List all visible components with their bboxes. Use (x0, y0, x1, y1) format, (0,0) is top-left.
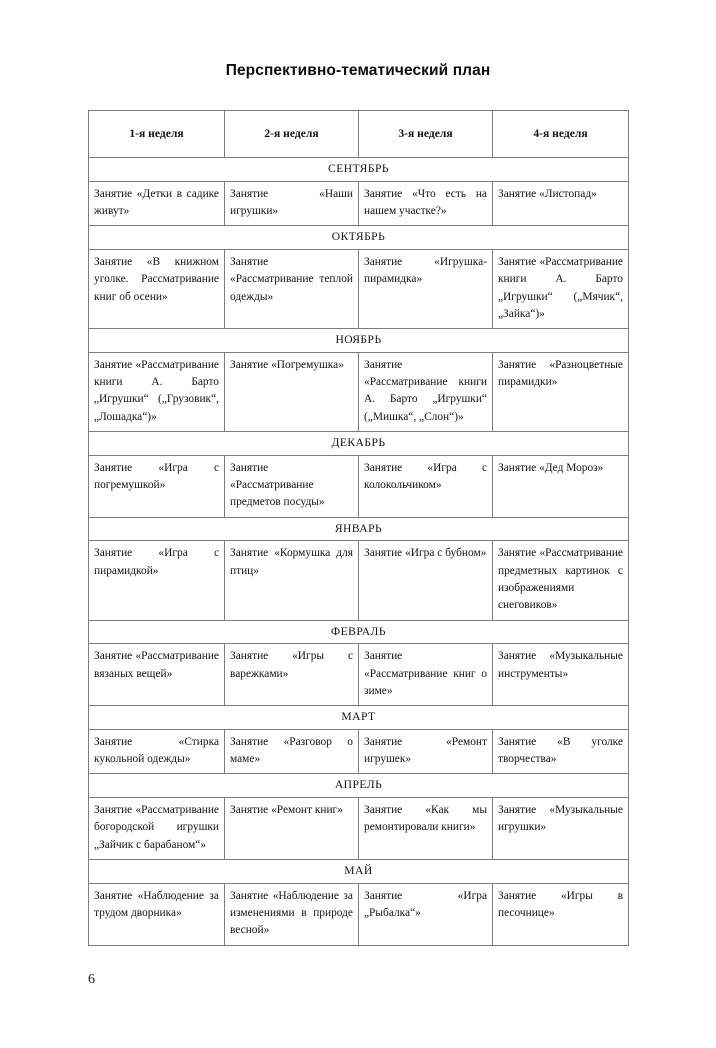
activity-cell (89, 455, 225, 517)
activity-cell (225, 181, 359, 226)
activity-cell (359, 644, 493, 706)
activity-cell (359, 883, 493, 945)
table-row (89, 644, 629, 706)
month-label: ЯНВАРЬ (89, 517, 629, 541)
table-row (89, 883, 629, 945)
activity-cell (225, 541, 359, 620)
table-row (89, 729, 629, 774)
column-header-week-2: 2-я неделя (225, 111, 359, 158)
activity-text: Занятие «Наши игрушки» (230, 187, 353, 217)
activity-cell (493, 352, 629, 431)
activity-cell (359, 249, 493, 328)
activity-cell (493, 541, 629, 620)
month-label: ФЕВРАЛЬ (89, 620, 629, 644)
activity-text: Занятие «Ремонт книг» (230, 804, 343, 817)
activity-text: Занятие «Игра с бубном» (364, 547, 487, 560)
activity-cell (493, 883, 629, 945)
activity-text: Занятие «Игра с пирамидкой» (94, 547, 219, 577)
activity-cell (89, 352, 225, 431)
month-label: ДЕКАБРЬ (89, 432, 629, 456)
activity-cell (225, 644, 359, 706)
month-label: МАРТ (89, 706, 629, 730)
column-header-week-3: 3-я неделя (359, 111, 493, 158)
page-number: 6 (88, 972, 95, 987)
activity-cell (89, 798, 225, 860)
activity-text: Занятие «Рассматривание предметов посуды» (230, 461, 325, 509)
activity-cell (225, 249, 359, 328)
activity-text: Занятие «Дед Мороз» (498, 461, 604, 474)
activity-cell (225, 798, 359, 860)
activity-text: Занятие «Рассматривание книг о зиме» (364, 650, 487, 697)
activity-text: Занятие «Музыкальные игрушки» (498, 804, 623, 834)
table-row (89, 541, 629, 620)
activity-cell (359, 181, 493, 226)
table-header (89, 111, 629, 158)
activity-text: Занятие «Рассматривание теплой одежды» (230, 255, 353, 303)
activity-text: Занятие «Игры с варежками» (230, 650, 353, 680)
activity-text: Занятие «Разговор о маме» (230, 735, 353, 766)
activity-cell (225, 729, 359, 774)
activity-cell (225, 352, 359, 431)
activity-text: Занятие «Как мы ремонтировали книги» (364, 804, 487, 834)
table-row (89, 455, 629, 517)
activity-cell (89, 249, 225, 328)
activity-text: Занятие «Детки в садике живут» (94, 187, 219, 217)
activity-text: Занятие «Наблюдение за изменениями в природе весной» (230, 889, 353, 937)
activity-text: Занятие «В уголке творчества» (498, 735, 623, 766)
header-row (89, 111, 629, 158)
activity-text: Занятие «Погремушка» (230, 358, 344, 371)
activity-cell (493, 798, 629, 860)
activity-text: Занятие «В книжном уголке. Рассматривание книг об осени» (94, 255, 219, 303)
activity-cell (493, 455, 629, 517)
activity-text: Занятие «Рассматривание книги А. Барто „Игрушки“ („Грузовик“, „Лошадка“)» (94, 358, 219, 423)
activity-cell (359, 352, 493, 431)
activity-cell (493, 181, 629, 226)
activity-text: Занятие «Музыкальные инструменты» (498, 650, 623, 680)
activity-text: Занятие «Игрушка-пирамидка» (364, 255, 487, 286)
column-header-week-4: 4-я неделя (493, 111, 629, 158)
activity-text: Занятие «Игры в песочнице» (498, 889, 623, 920)
month-header-row (89, 517, 629, 541)
activity-text: Занятие «Наблюдение за трудом дворника» (94, 889, 219, 920)
month-header-row (89, 860, 629, 884)
activity-cell (493, 729, 629, 774)
month-label: ОКТЯБРЬ (89, 226, 629, 250)
table-body (89, 158, 629, 946)
activity-cell (493, 249, 629, 328)
table-row (89, 249, 629, 328)
table-row (89, 352, 629, 431)
page-title: Перспективно-тематический план (225, 62, 491, 79)
activity-cell (493, 644, 629, 706)
month-header-row (89, 329, 629, 353)
month-label: СЕНТЯБРЬ (89, 158, 629, 182)
activity-text: Занятие «Разноцветные пирамидки» (498, 358, 623, 389)
table-row (89, 798, 629, 860)
activity-text: Занятие «Игра с погремушкой» (94, 461, 219, 492)
column-header-week-1: 1-я неделя (89, 111, 225, 158)
activity-text: Занятие «Рассматривание вязаных вещей» (94, 650, 219, 680)
month-label: НОЯБРЬ (89, 329, 629, 353)
activity-text: Занятие «Игра с колокольчиком» (364, 461, 487, 492)
activity-text: Занятие «Стирка кукольной одежды» (94, 735, 219, 766)
activity-cell (359, 798, 493, 860)
activity-cell (89, 644, 225, 706)
perspective-thematic-plan-table (88, 110, 629, 946)
month-label: АПРЕЛЬ (89, 774, 629, 798)
month-label: МАЙ (89, 860, 629, 884)
activity-cell (225, 455, 359, 517)
activity-text: Занятие «Что есть на нашем участке?» (364, 187, 487, 217)
activity-text: Занятие «Рассматривание богородской игрушки „Зайчик с барабаном“» (94, 804, 219, 851)
activity-cell (359, 541, 493, 620)
activity-cell (89, 729, 225, 774)
activity-cell (89, 883, 225, 945)
month-header-row (89, 774, 629, 798)
month-header-row (89, 226, 629, 250)
activity-cell (89, 181, 225, 226)
activity-cell (225, 883, 359, 945)
month-header-row (89, 432, 629, 456)
activity-cell (89, 541, 225, 620)
activity-cell (359, 455, 493, 517)
activity-cell (359, 729, 493, 774)
month-header-row (89, 620, 629, 644)
table-row (89, 181, 629, 226)
activity-text: Занятие «Рассматривание книги А. Барто „Игрушки“ („Мишка“, „Слон“)» (364, 358, 487, 423)
month-header-row (89, 706, 629, 730)
month-header-row (89, 158, 629, 182)
activity-text: Занятие «Листопад» (498, 187, 597, 200)
activity-text: Занятие «Рассматривание книги А. Барто „Игрушки“ („Мячик“, „Зайка“)» (498, 255, 623, 320)
activity-text: Занятие «Кормушка для птиц» (230, 547, 353, 577)
activity-text: Занятие «Рассматривание предметных картинок с изображениями снеговиков» (498, 547, 623, 612)
activity-text: Занятие «Ремонт игрушек» (364, 735, 487, 766)
activity-text: Занятие «Игра „Рыбалка“» (364, 889, 487, 920)
